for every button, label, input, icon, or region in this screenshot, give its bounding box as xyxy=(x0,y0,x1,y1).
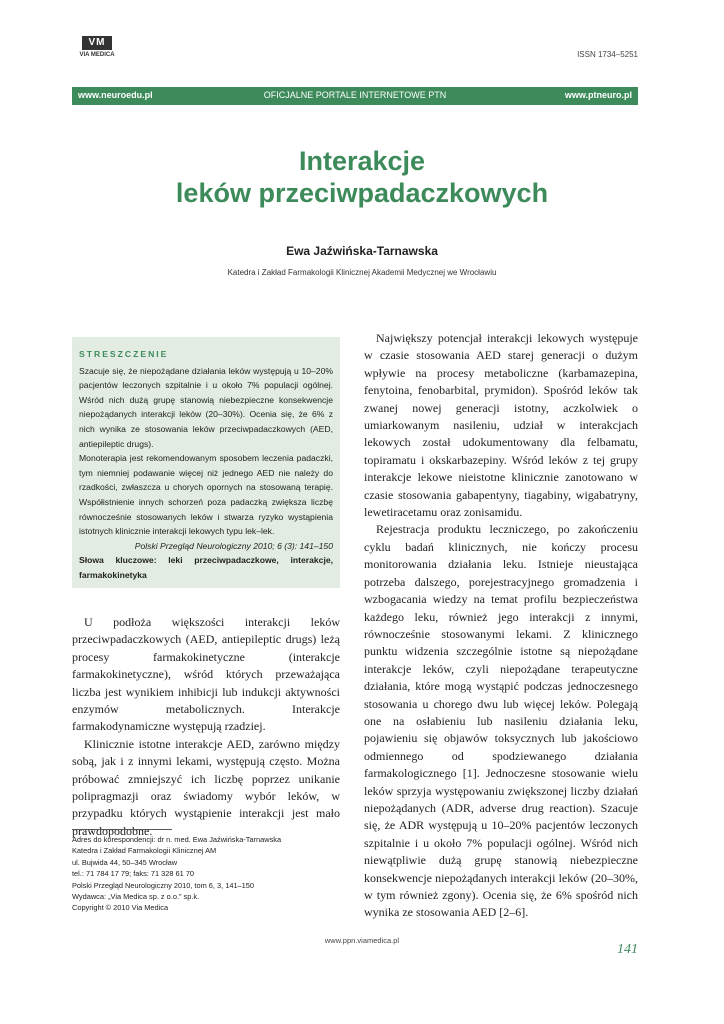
author: Ewa Jaźwińska-Tarnawska xyxy=(286,244,438,258)
abstract-paragraph-1: Szacuje się, że niepożądane działania leków występują u 10–20% pacjentów leczonych szpitalnie i u około 7% populacji ogólnej. Wśród nich dużą grupę stanowią niebezpieczne konsekwencje niepożądanych interakcji leków (20–30%). Ocenia się, że 6% z nich wynika ze stosowania leków przeciwpadaczkowych (AED, antiepileptic drugs). xyxy=(79,365,333,449)
footnote-line: Wydawca: „Via Medica sp. z o.o.” sp.k. xyxy=(72,892,200,902)
body-paragraph: Rejestracja produktu leczniczego, po zakończeniu cyklu badań klinicznych, nie kończy procesu monitorowania działania leku. Istnieje nieustająca potrzeba dalszego, porejestracyjnego gromadzenia i wzbogacania wiedzy na temat profilu bezpieczeństwa każdego leku, również jego interakcji z innymi, równocześnie stosowanymi lekami. Z klinicznego punktu widzenia szczególnie istotne są niepożądane interakcje leków, czyli niepożądane terapeutyczne działania, które mogą wystąpić podczas jednoczesnego stosowania u chorego dwu lub więcej leków. Polegają one na osłabieniu lub nasileniu działania leku, pojawieniu się objawów toksycznych lub jakościowo odmiennego od spodziewanego działania farmakologicznego [1]. Jednoczesne stosowanie wielu leków sprzyja występowaniu zwiększonej liczby działań niepożądanych (ADR, adverse drug reaction). Szacuje się, że ADR występują u 10–20% pacjentów leczonych szpitalnie i u około 7% populacji ogólnej. Wśród nich niewątpliwie dużą grupę stanowią niebezpieczne konsekwencje niepożądanych interakcji leków (20–30%, w tym również zgony). Ocenia się, że 6% spośród nich wynika ze stosowania AED [2–6]. xyxy=(364,522,638,920)
body-paragraph: U podłoża większości interakcji leków przeciwpadaczkowych (AED, antiepileptic drugs) leżą procesy farmakokinetyczne (interakcje farmakokinetyczne), wśród których przeważająca liczba jest wynikiem inhibicji lub indukcji aktywności enzymów metabolicznych. Interakcje farmakodynamiczne występują rzadziej. xyxy=(72,615,340,734)
portal-bar-caption: OFICJALNE PORTALE INTERNETOWE PTN xyxy=(263,90,447,100)
footnote-line: ul. Bujwida 44, 50–345 Wrocław xyxy=(72,857,178,867)
abstract-label: STRESZCZENIE xyxy=(79,349,169,359)
logo-text: VIA MEDICA xyxy=(79,52,115,58)
footnote-divider xyxy=(72,829,172,830)
title-line-1: Interakcje xyxy=(298,146,426,176)
correspondence-footnote xyxy=(72,834,342,914)
abstract-box xyxy=(72,337,340,588)
footnote-line: Copyright © 2010 Via Medica xyxy=(72,903,169,913)
body-column-left xyxy=(72,614,340,840)
portal-link-ptneuro[interactable]: www.ptneuro.pl xyxy=(564,90,632,100)
publisher-logo xyxy=(74,36,120,59)
portal-link-neuroedu[interactable]: www.neuroedu.pl xyxy=(78,90,153,100)
portal-bar xyxy=(72,87,638,105)
abstract-keywords: Słowa kluczowe: leki przeciwpadaczkowe, interakcje, farmakokinetyka xyxy=(79,555,333,580)
affiliation: Katedra i Zakład Farmakologii Klinicznej Akademii Medycznej we Wrocławiu xyxy=(227,268,497,277)
footer-url[interactable]: www.ppn.viamedica.pl xyxy=(324,936,400,945)
abstract-paragraph-2: Monoterapia jest rekomendowanym sposobem leczenia padaczki, tym niemniej podawanie więcej niż jednego AED nie należy do rzadkości, zwłaszcza u chorych opornych na stosowaną terapię. Współistnienie innych schorzeń poza padaczką zwiększa liczbę równocześnie stosowanych leków i stwarza ryzyko wystąpienia istotnych klinicznie interakcji lekowych typu lek–lek. xyxy=(79,453,333,537)
abstract-citation: Polski Przegląd Neurologiczny 2010; 6 (3): 141–150 xyxy=(134,540,333,551)
footnote-line: Polski Przegląd Neurologiczny 2010, tom 6, 3, 141–150 xyxy=(72,880,255,890)
footnote-line: Katedra i Zakład Farmakologii Klinicznej AM xyxy=(72,846,217,856)
body-column-right xyxy=(364,330,638,922)
footnote-line: Adres do korespondencji: dr n. med. Ewa Jaźwińska-Tarnawska xyxy=(72,835,282,844)
article-title xyxy=(72,145,652,209)
body-paragraph: Największy potencjał interakcji lekowych występuje w czasie stosowania AED starej generacji o dużym wpływie na procesy metaboliczne (karbamazepina, fenytoina, fenobarbital, prymidon). Spośród leków tak zwanej nowej generacji istotny, aczkolwiek o umiarkowanym nasileniu, udział w interakcjach lekowych został udokumentowany dla felbamatu, topiramatu i okskarbazepiny. Wśród leków z tej grupy interakcje lekowe nieistotne klinicznie zanotowano w czasie stosowania gabapentyny, tiagabiny, wigabatryny, lewetiracetamu oraz zonisamidu. xyxy=(364,331,638,520)
issn: ISSN 1734–5251 xyxy=(577,50,638,59)
logo-mark: VM xyxy=(82,36,112,50)
page-number: 141 xyxy=(617,942,638,957)
footnote-line: tel.: 71 784 17 79; faks: 71 328 61 70 xyxy=(72,869,195,879)
title-line-2: leków przeciwpadaczkowych xyxy=(175,178,549,208)
body-paragraph: Klinicznie istotne interakcje AED, zarówno między sobą, jak i z innymi lekami, występują często. Można próbować zmniejszyć ich liczbę poprzez unikanie polipragmazji oraz świadomy wybór leków, w przypadku których wystąpienie interakcji jest mało prawdopodobne. xyxy=(72,736,340,838)
